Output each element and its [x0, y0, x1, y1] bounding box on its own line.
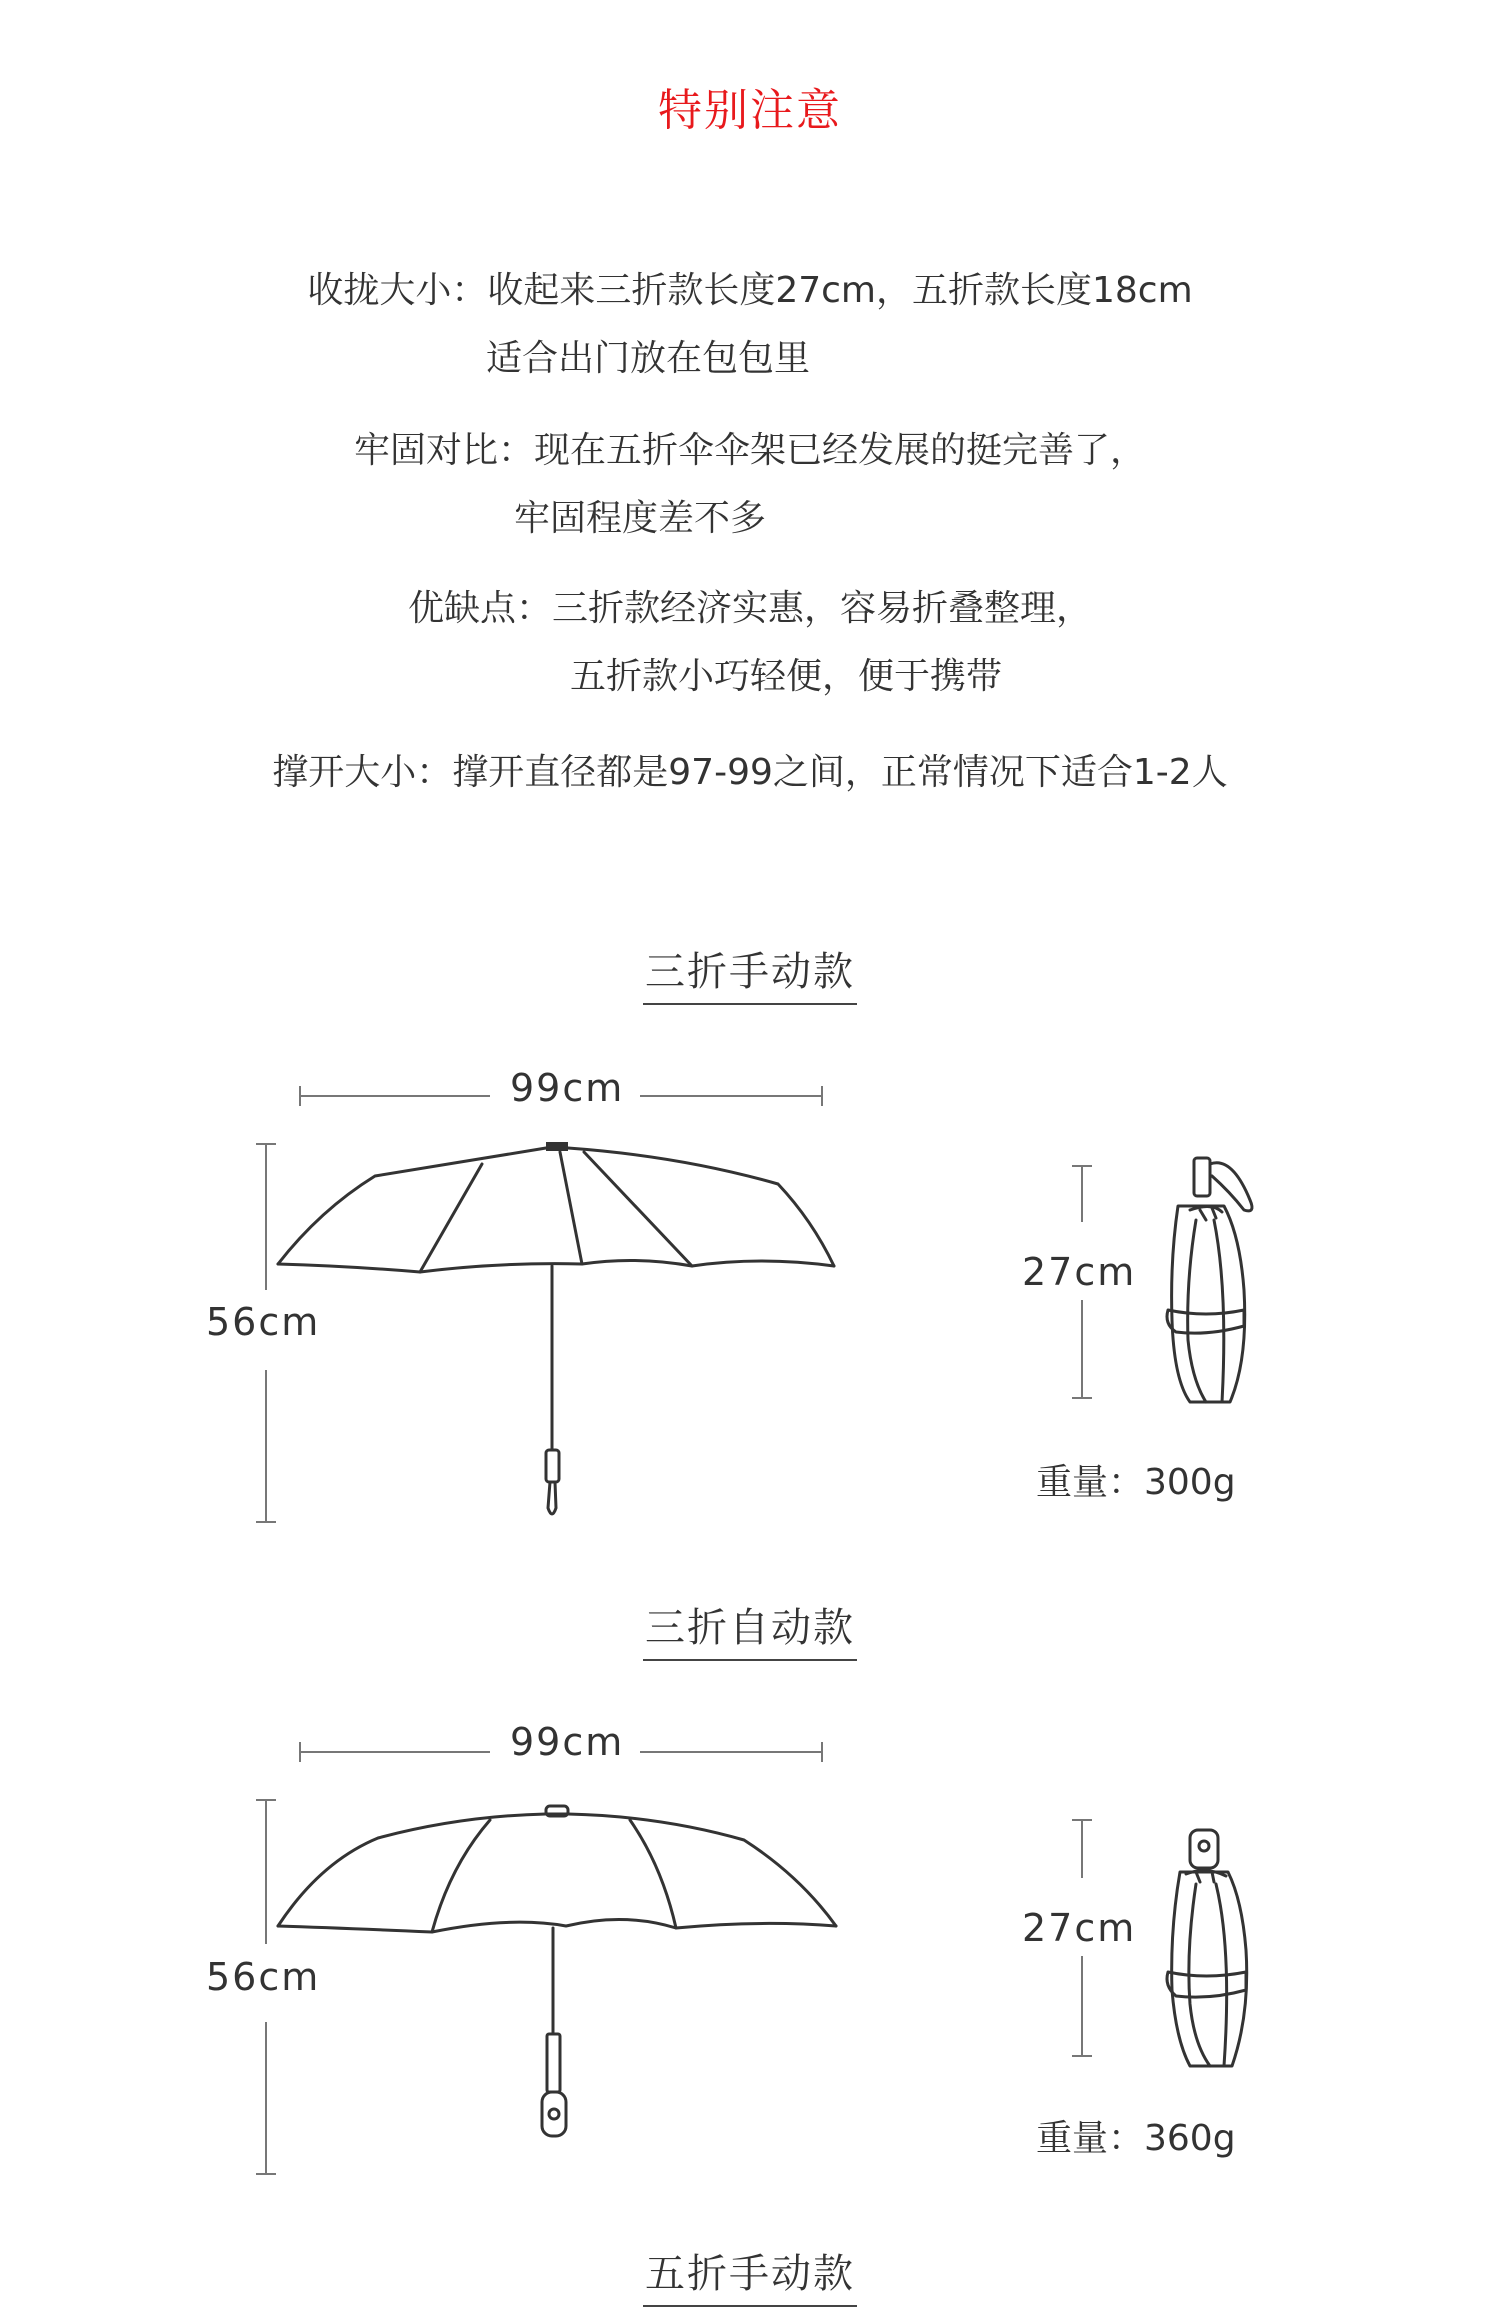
height-label: 56cm: [206, 1300, 321, 1344]
note-proscons-line2: 五折款小巧轻便，便于携带: [569, 656, 1002, 697]
height-label: 56cm: [206, 1955, 321, 1999]
diameter-label: 99cm: [510, 1720, 625, 1764]
folded-length-label: 27cm: [1022, 1250, 1137, 1294]
folded-umbrella-icon: [0, 1800, 1500, 2120]
weight-label: 重量：300g: [1036, 1462, 1236, 1503]
note-strength-line2: 牢固程度差不多: [513, 498, 766, 539]
folded-length-label: 27cm: [1022, 1906, 1137, 1950]
note-strength-line1: 牢固对比：现在五折伞伞架已经发展的挺完善了，: [353, 430, 1146, 471]
weight-label: 重量：360g: [1036, 2118, 1236, 2159]
section-title-manual-5fold: 五折手动款: [0, 2242, 1500, 2307]
note-size-line2: 适合出门放在包包里: [485, 338, 810, 379]
section-title-auto-3fold: 三折自动款: [0, 1596, 1500, 1661]
note-open-size: 撑开大小：撑开直径都是97-99之间，正常情况下适合1-2人: [272, 752, 1228, 793]
folded-umbrella-icon: [0, 1140, 1500, 1460]
page-title: 特别注意: [658, 85, 842, 136]
note-proscons-line1: 优缺点：三折款经济实惠，容易折叠整理，: [407, 588, 1092, 629]
diameter-label: 99cm: [510, 1066, 625, 1110]
section-title-manual-3fold: 三折手动款: [0, 940, 1500, 1005]
note-size-line1: 收拢大小：收起来三折款长度27cm，五折款长度18cm: [307, 270, 1193, 311]
